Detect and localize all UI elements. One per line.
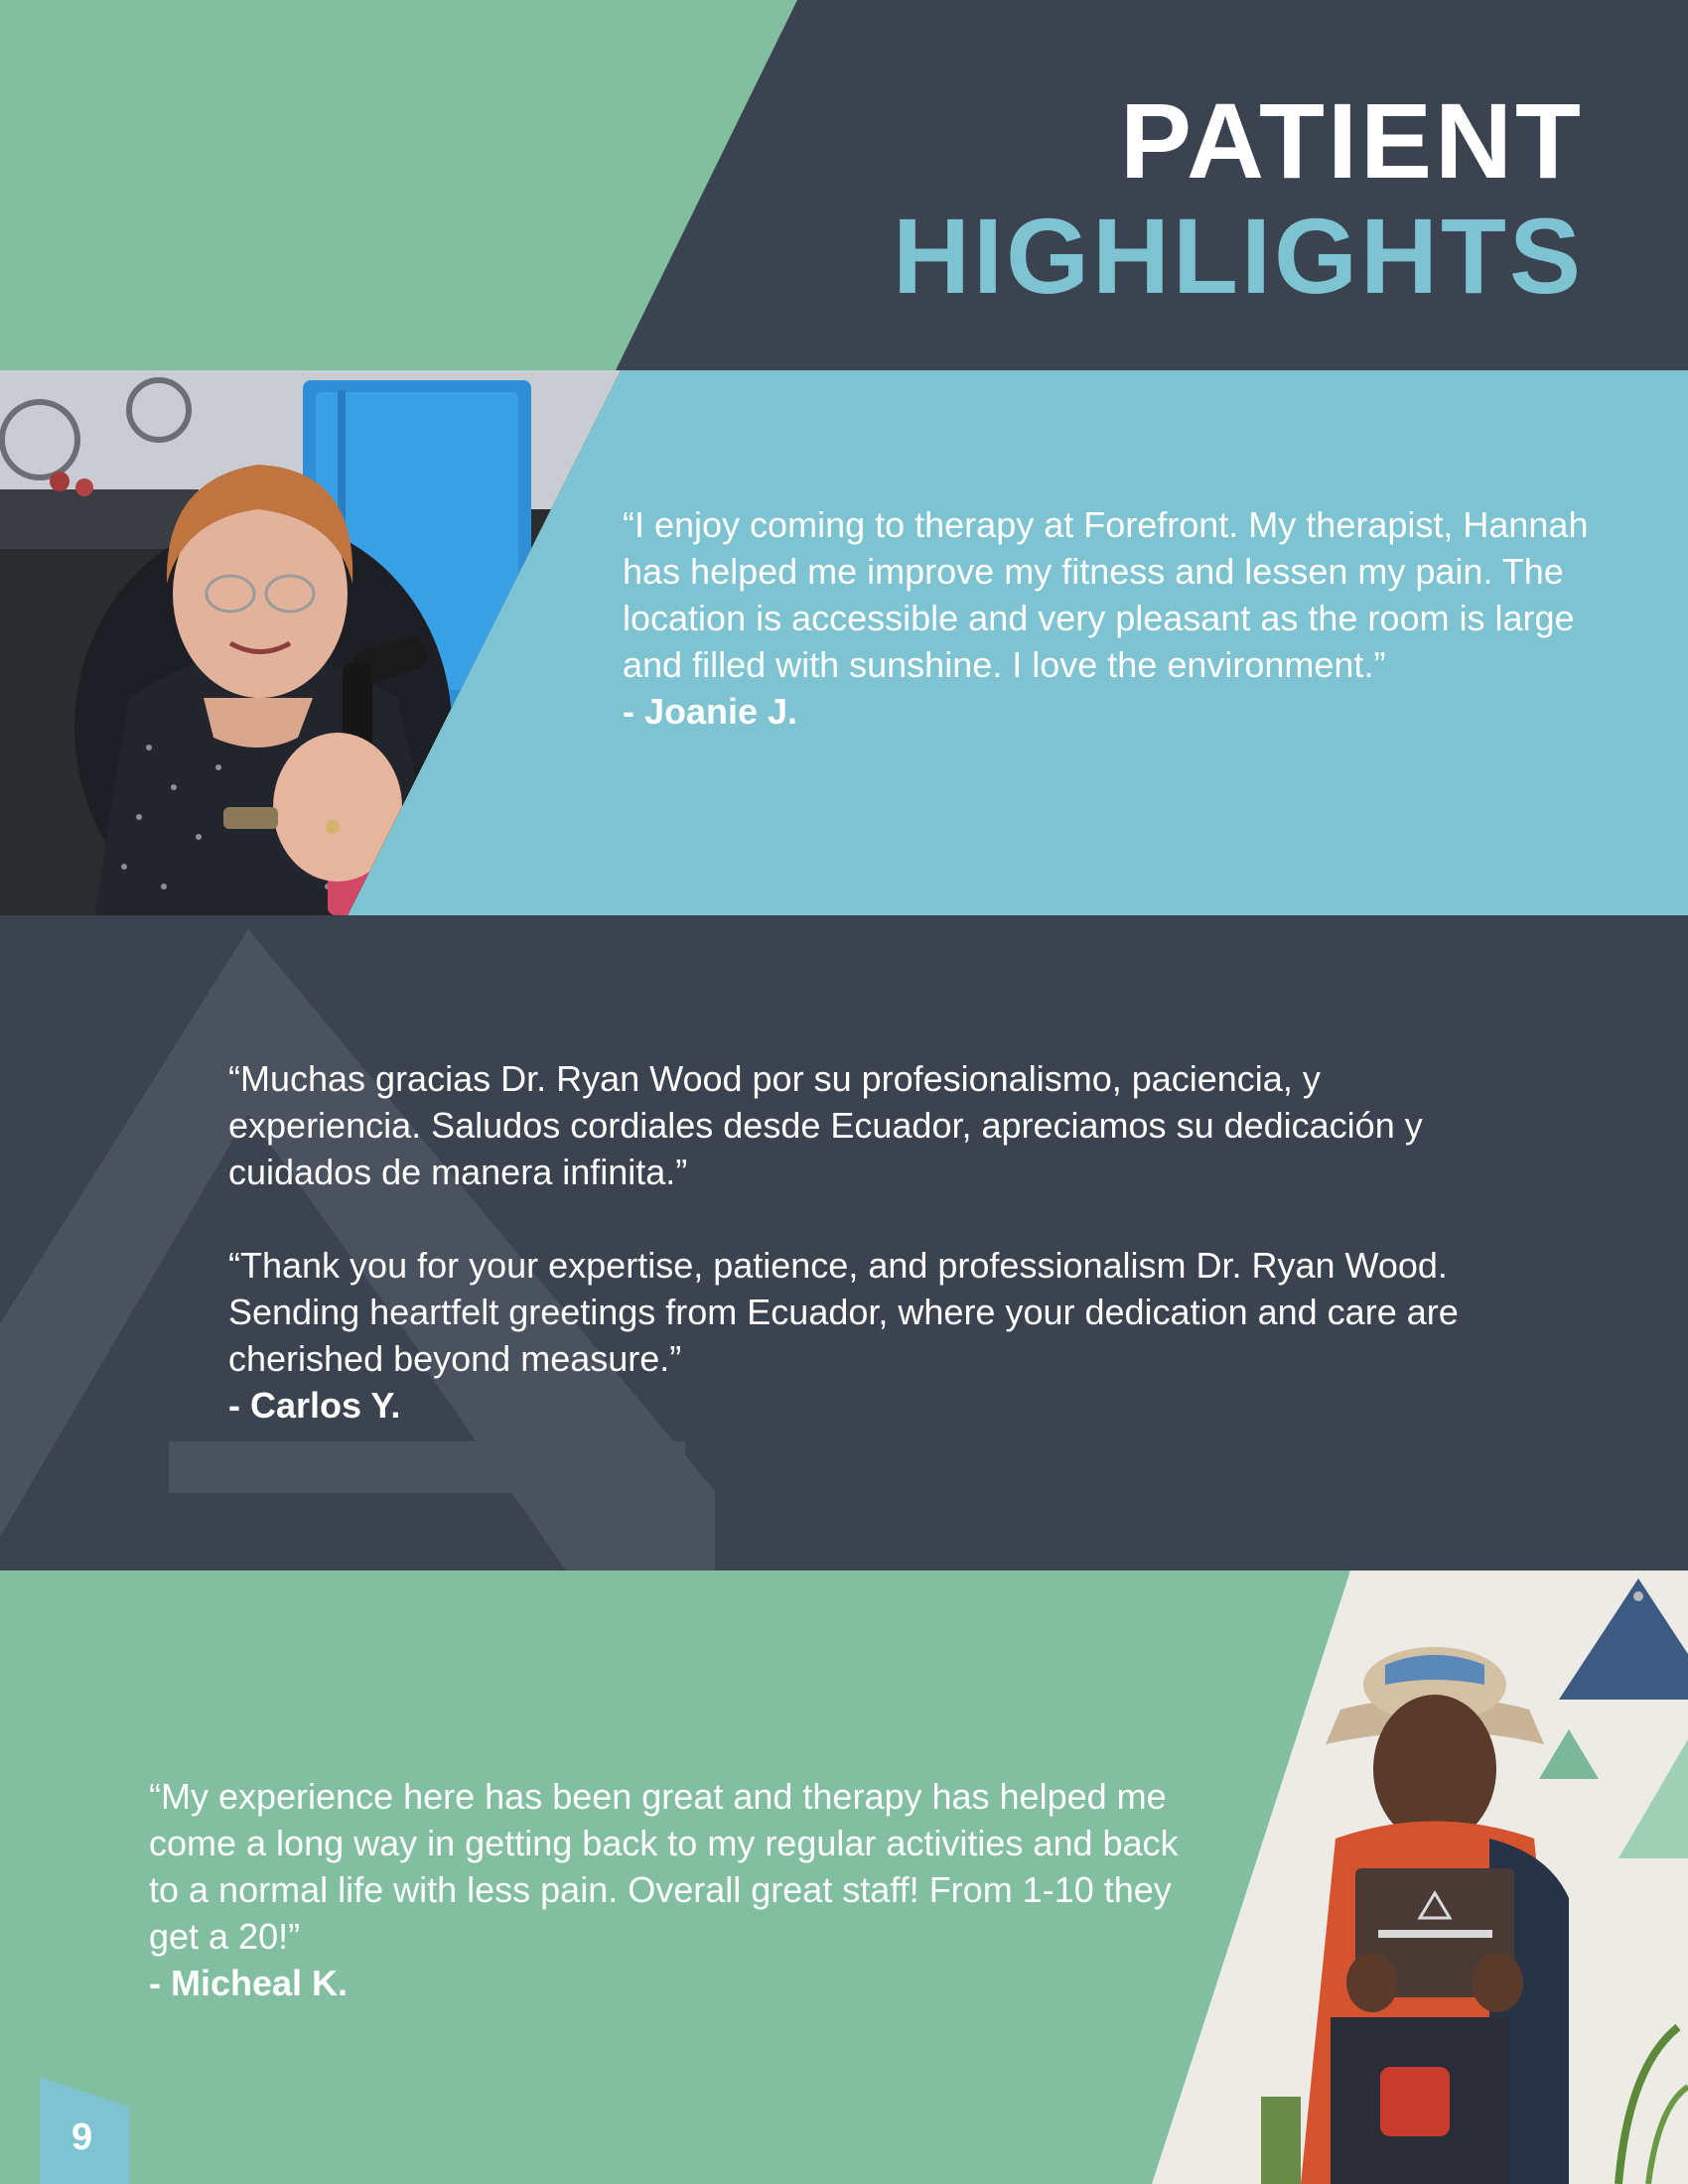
testimonial-author: - Joanie J.: [623, 691, 798, 732]
testimonial-author: - Micheal K.: [149, 1963, 349, 2003]
testimonial-text: “I enjoy coming to therapy at Forefront. My therapist, Hannah has helped me improve my fitness and lessen my pain. The location is accessible and very pleasant as the room is large and filled with sunshine. I love the environment.”: [623, 504, 1589, 685]
title-line-patient: PATIENT: [1120, 80, 1584, 201]
paragraph-spacer: [228, 1195, 1479, 1242]
testimonial-text-english: “Thank you for your expertise, patience, and professionalism Dr. Ryan Wood. Sending heartfelt greetings from Ecuador, where your dedication and care are cherished beyond measure.”: [228, 1245, 1459, 1379]
testimonial-carlos: [228, 1055, 1479, 1429]
testimonial-text: “My experience here has been great and therapy has helped me come a long way in getting back to my regular activities and back to a normal life with less pain. Overall great staff! From 1-10 they get a 20!”: [149, 1776, 1179, 1957]
page-number: 9: [71, 2116, 93, 2158]
page-title: [893, 80, 1584, 316]
testimonial-joanie: [623, 501, 1625, 735]
testimonial-text-spanish: “Muchas gracias Dr. Ryan Wood por su profesionalismo, paciencia, y experiencia. Saludos cordiales desde Ecuador, apreciamos su dedicación y cuidados de manera infinita.”: [228, 1058, 1423, 1192]
title-line-highlights: HIGHLIGHTS: [893, 196, 1584, 316]
testimonial-micheal: [149, 1773, 1201, 2006]
testimonial-author: - Carlos Y.: [228, 1385, 401, 1426]
